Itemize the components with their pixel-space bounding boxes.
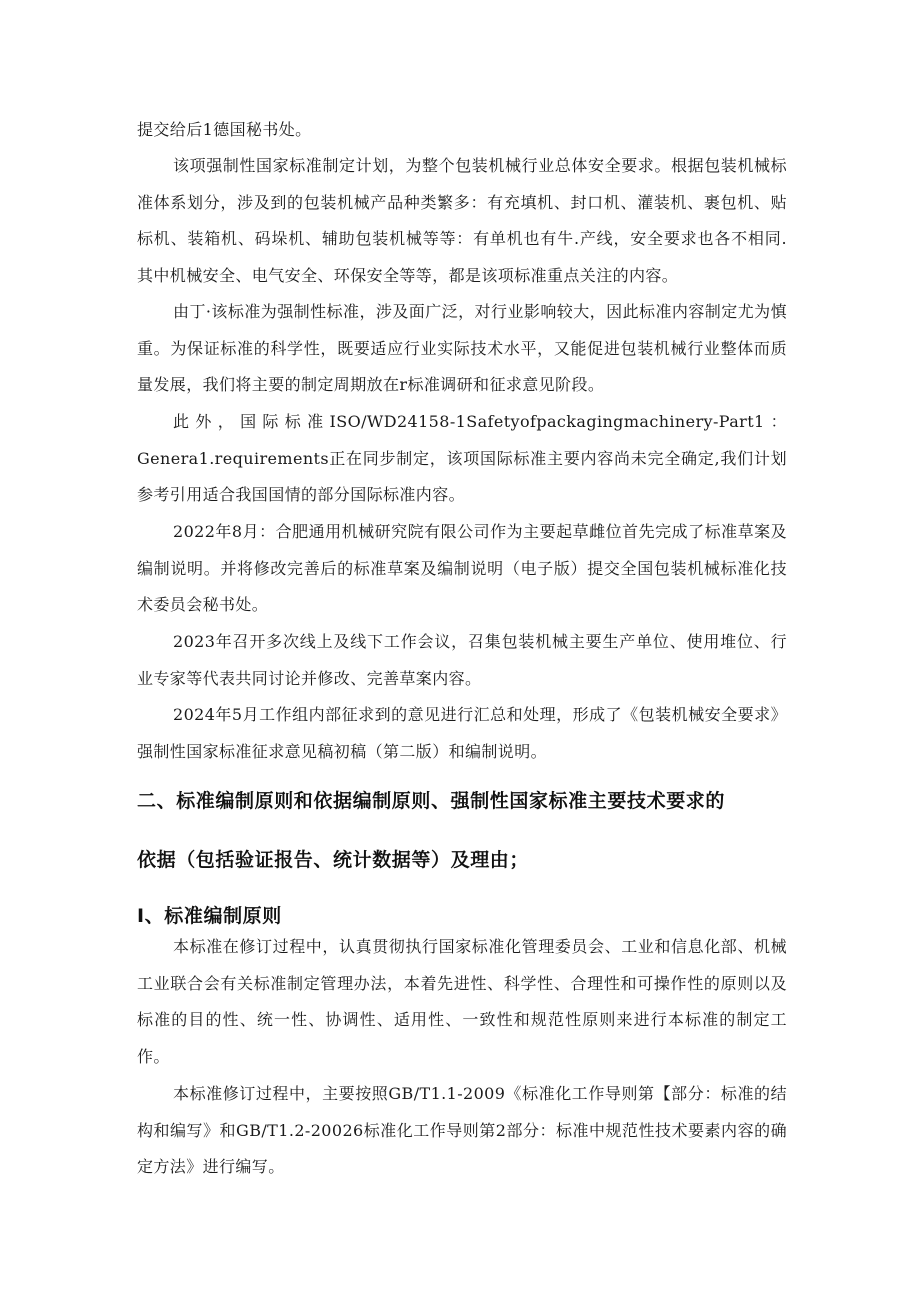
subsection-heading: I、标准编制原则 bbox=[137, 905, 282, 927]
paragraph-2023-meetings: 2023年召开多次线上及线下工作会议，召集包装机械主要生产单位、使用堆位、行业专家等代表共同讨论并修改、完善草案内容。 bbox=[137, 632, 787, 688]
paragraph-principles: 本标准在修订过程中，认真贯彻执行国家标准化管理委员会、工业和信息化部、机械工业联合会有关标准制定管理办法，本着先进性、科学性、合理性和可操作性的原则以及标准的目的性、统一性、协调性、适用性、一致性和规范性原则来进行本标准的制定工作。 bbox=[137, 937, 787, 1066]
paragraph-references: 本标准修订过程中，主要按照GB/T1.1-2009《标准化工作导则第【部分：标准的结构和编写》和GB/T1.2-20026标准化工作导则第2部分：标准中规范性技术要素内容的确定方法》进行编写。 bbox=[137, 1084, 787, 1177]
paragraph-2022-draft: 2022年8月：合肥通用机械研究院有限公司作为主要起草雌位首先完成了标准草案及编制说明。并将修改完善后的标准草案及编制说明（电子版）提交全国包装机械标准化技术委员会秘书处。 bbox=[137, 522, 787, 615]
paragraph-continuation: 提交给后1德国秘书处。 bbox=[137, 120, 312, 139]
paragraph-international-standard: 此外，国际标准ISO/WD24158-1Safetyofpackagingmachinery-Part1：Genera1.requirements正在同步制定，该项国际标准主要内容尚未完全确定,我们计划参考引用适合我国国情的部分国际标准内容。 bbox=[137, 412, 787, 505]
paragraph-mandatory-standard: 由丁·该标准为强制性标准，涉及面广泛，对行业影响较大，因此标准内容制定尤为慎重。为保证标准的科学性，既要适应行业实际技术水平，又能促进包装机械行业整体而质量发展，我们将主要的制定周期放在r标准调研和征求意见阶段。 bbox=[137, 302, 787, 395]
paragraph-2024-consultation: 2024年5月工作组内部征求到的意见进行汇总和处理，形成了《包装机械安全要求》强制性国家标准征求意见稿初稿（第二版）和编制说明。 bbox=[137, 705, 787, 761]
section-heading-line1: 二、标准编制原则和依据编制原则、强制性国家标准主要技术要求的 bbox=[137, 790, 726, 812]
paragraph-plan-scope: 该项强制性国家标准制定计划，为整个包装机械行业总体安全要求。根据包装机械标准体系划分，涉及到的包装机械产品种类繁多：有充填机、封口机、灌装机、裹包机、贴标机、装箱机、码垛机、辅助包装机械等等：有单机也有牛.产线，安全要求也各不相同.其中机械安全、电气安全、环保安全等等，都是该项标准重点关注的内容。 bbox=[137, 156, 787, 285]
section-heading-line2: 依据（包括验证报告、统计数据等）及理由； bbox=[137, 849, 530, 871]
